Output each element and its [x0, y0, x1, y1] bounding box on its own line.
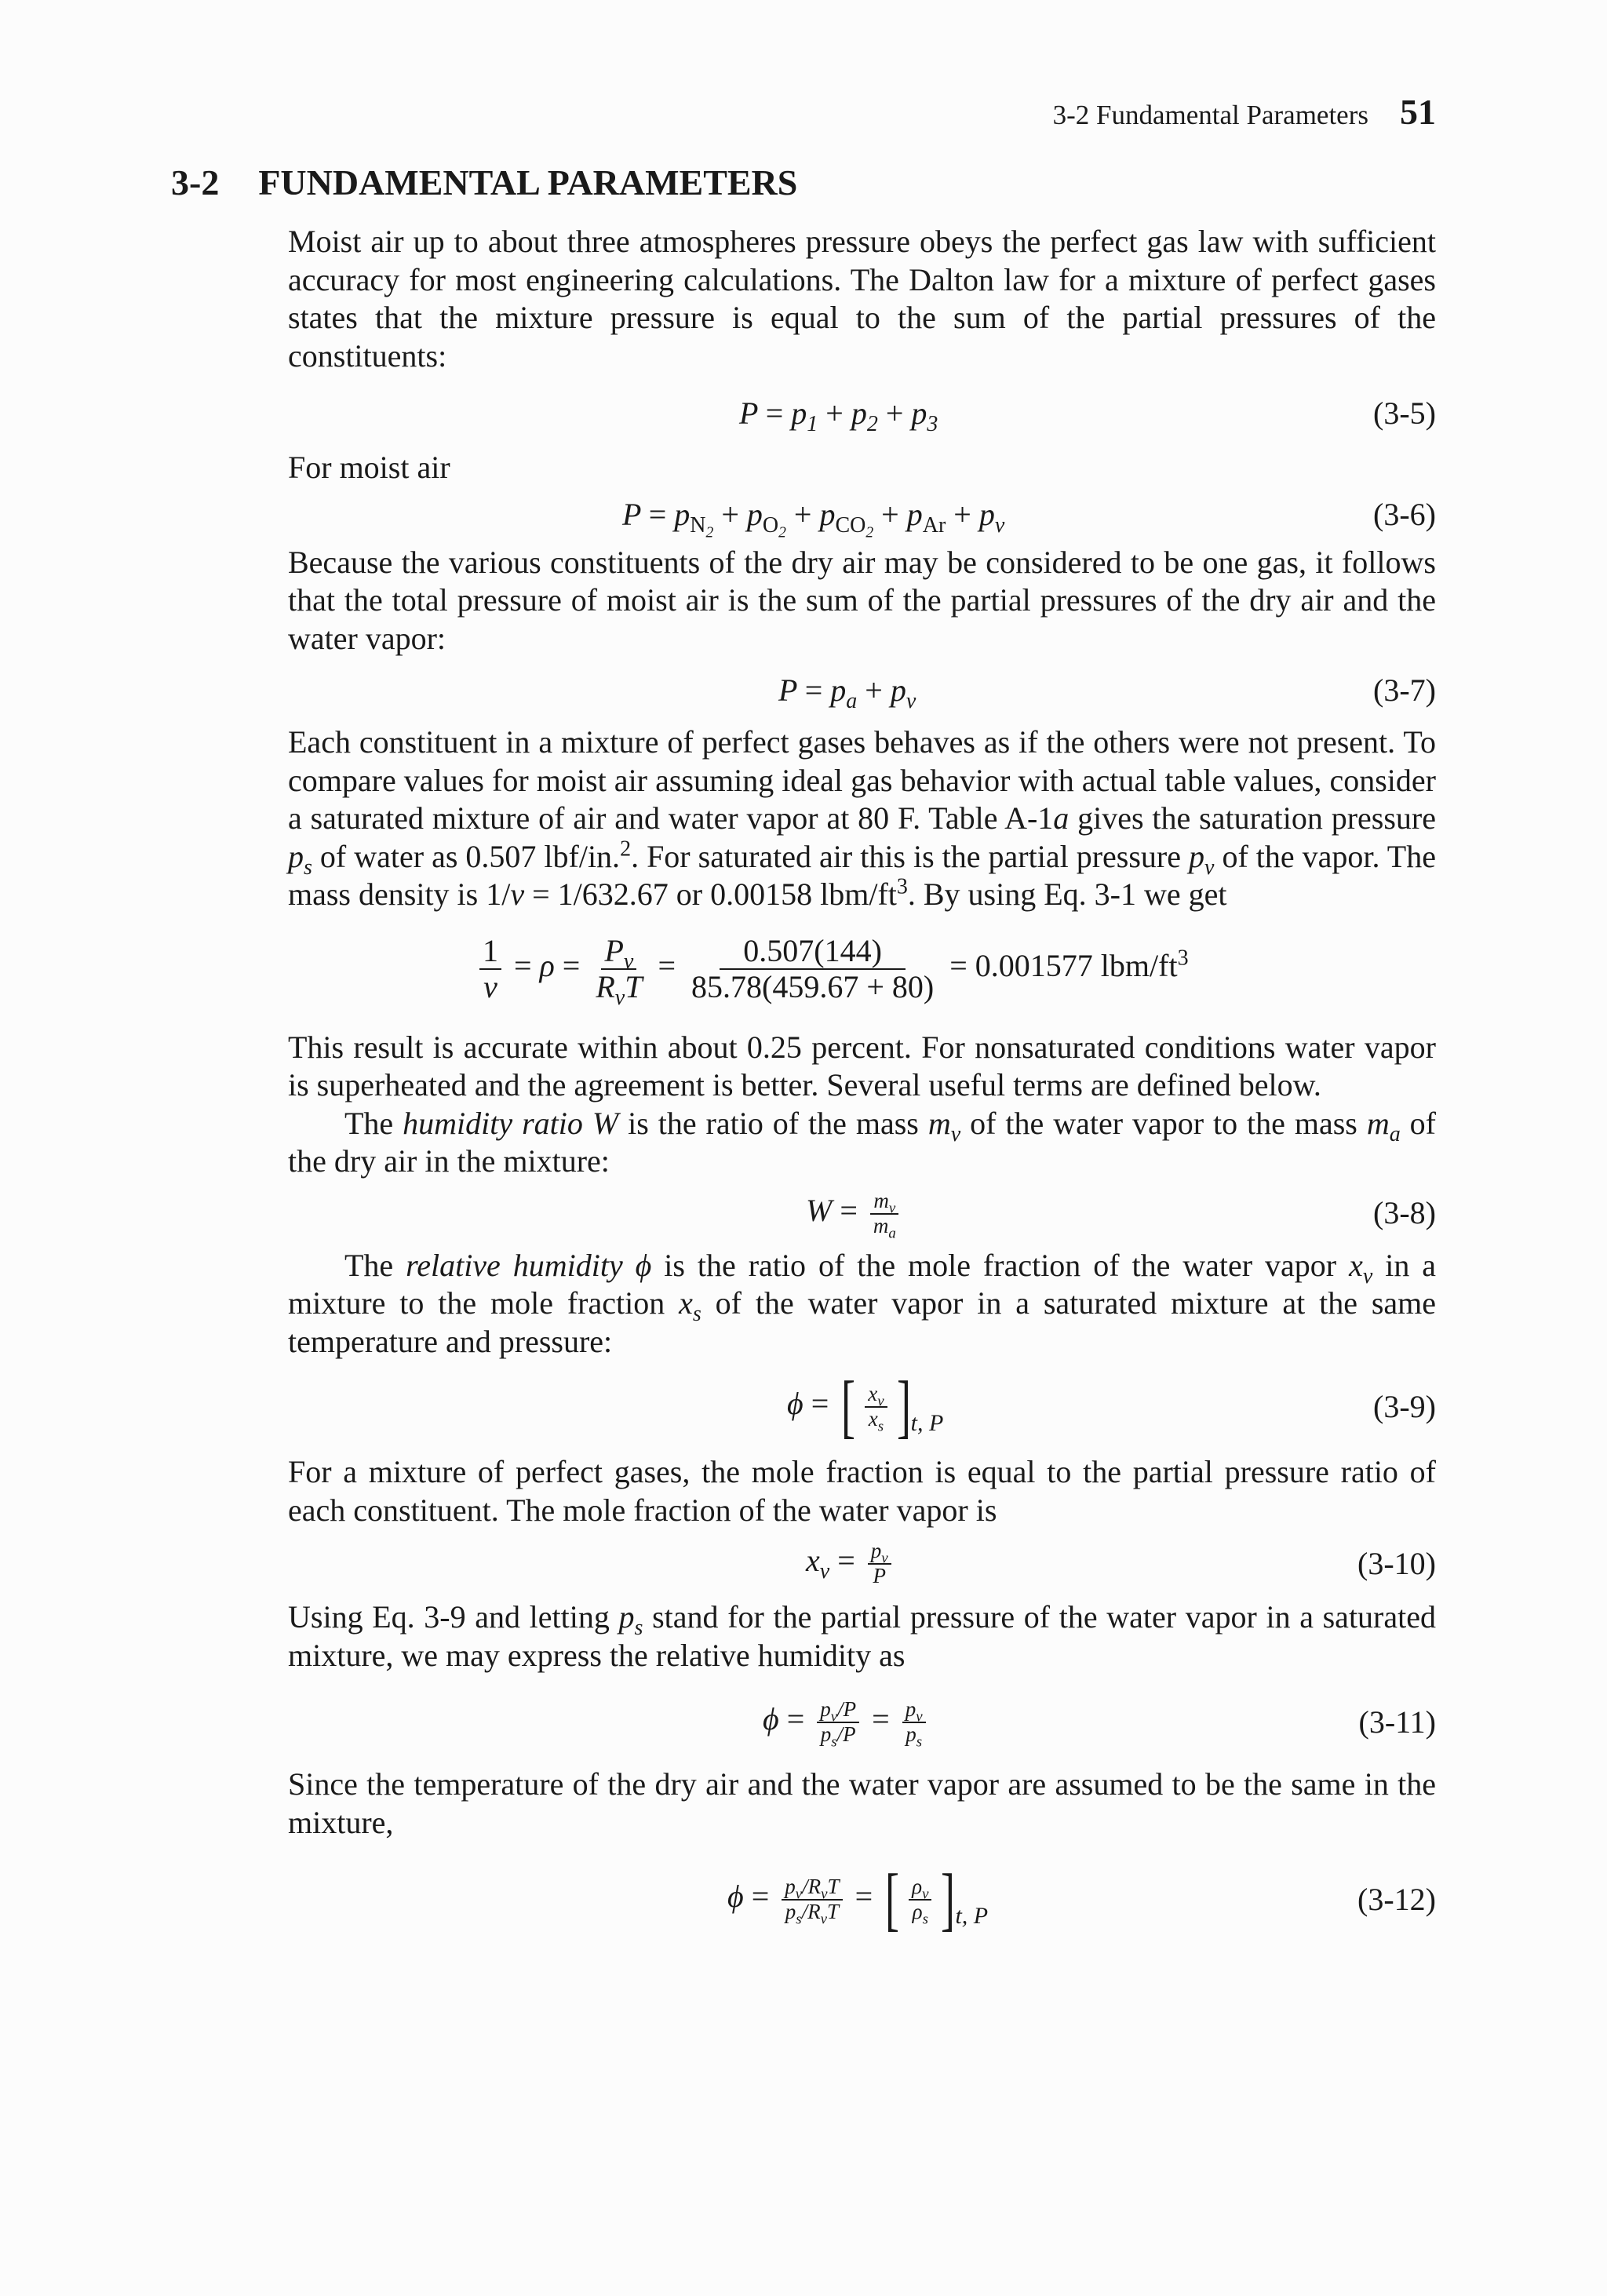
paragraph-saturated-mixture: Each constituent in a mixture of perfect gases behaves as if the others were not present. To compare values for moist air assuming ideal gas behavior with actual table values, consider a saturated mixture of air and water vapor at 80 F. Table A-1a gives the saturation pressure $p_s$ of water as 0.507 lbf/in.$^2$. For saturated air this is the partial pressure $p_v$ of the vapor. The mass density is 1/v = 1/632.67 or 0.00158 lbm/$ft^3$. By using Eq. 3-1 we get: [288, 724, 1436, 912]
equation-body: ϕ = $\frac{p_v/R_vT}{p_s/R_vT}$ = [ $\frac{\rho_v}{\rho_s}$ ] t, P: [727, 1860, 989, 1938]
equation-body: $P = p_{N_2} + p_{O_2} + p_{CO_2} + p_{Ar} + p_v$: [622, 497, 1005, 541]
equation-body: $x_v$ = $\frac{p_v}{P}$: [806, 1540, 896, 1587]
paragraph-accuracy: This result is accurate within about 0.25 percent. For nonsaturated conditions water vapor is superheated and the agreement is better. Several useful terms are defined below.: [288, 1029, 1436, 1102]
paragraph-mole-fraction: For a mixture of perfect gases, the mole fraction is equal to the partial pressure ratio of each constituent. The mole fraction of the water vapor is: [288, 1454, 1436, 1528]
calc-denominator: 85.78(459.67 + 80): [691, 968, 935, 1004]
equation-number: (3-11): [1358, 1704, 1436, 1740]
equation-number: (3-6): [1373, 497, 1436, 533]
equation-3-5: [288, 375, 1436, 444]
paragraph-dalton-law: Moist air up to about three atmospheres pressure obeys the perfect gas law with sufficient accuracy for most engineering calculations. The Dalton law for a mixture of perfect gases states that the mixture pressure is equal to the sum of the partial pressures of the constituents:: [288, 224, 1436, 374]
equation-3-7: [288, 658, 1436, 723]
paragraph-temperature: Since the temperature of the dry air and the water vapor are assumed to be the same in the mixture,: [288, 1766, 1436, 1840]
equation-ideal-gas-density: [288, 919, 1436, 1019]
equation-number: (3-10): [1357, 1545, 1436, 1581]
equation-number: (3-12): [1357, 1881, 1436, 1917]
equation-number: (3-7): [1373, 672, 1436, 708]
equation-body: W = $\frac{m_v}{m_a}$: [806, 1190, 904, 1237]
running-head-title: 3-2 Fundamental Parameters: [1052, 100, 1368, 130]
paragraph-humidity-ratio: The humidity ratio W is the ratio of the mass $m_v$ of the water vapor to the mass $m_a$ of the dry air in the mixture:: [288, 1105, 1436, 1179]
equation-3-8: [288, 1181, 1436, 1247]
equation-number: (3-8): [1373, 1195, 1436, 1231]
equation-body: ϕ = [ $\frac{x_v}{x_s}$ ] t, P: [787, 1368, 944, 1445]
paragraph-moist-air: For moist air: [288, 450, 450, 485]
section-heading: [171, 162, 797, 203]
paragraph-relative-humidity: The relative humidity ϕ is the ratio of the mole fraction of the water vapor $x_v$ in a mixture to the mole fraction $x_s$ of the water vapor in a saturated mixture at the same temperature and pressure:: [288, 1247, 1437, 1359]
calc-numerator: 0.507(144): [720, 934, 906, 970]
equation-body: $\frac{1}{v}$ = ρ = $\frac{P_v}{R_vT}$ = $\frac{0.507(144)}{85.78(459.67 + 80)}$ = 0.001577 lbm/$ft^3$: [475, 934, 1189, 1004]
equation-3-12: [288, 1851, 1436, 1948]
calc-result: = 0.001577 lbm/$ft^3$: [949, 946, 1189, 983]
equation-3-9: [288, 1361, 1436, 1453]
body-text: [288, 223, 1436, 1948]
paragraph-dry-air: Because the various constituents of the dry air may be considered to be one gas, it follows that the total pressure of moist air is the sum of the partial pressures of the dry air and the water vapor:: [288, 544, 1436, 656]
page-number: 51: [1400, 92, 1436, 132]
equation-3-6: [288, 487, 1436, 544]
equation-3-10: [288, 1529, 1436, 1598]
section-title: FUNDAMENTAL PARAMETERS: [258, 162, 798, 202]
paragraph-using-eq-3-9: Using Eq. 3-9 and letting $p_s$ stand for the partial pressure of the water vapor in a saturated mixture, we may express the relative humidity as: [288, 1599, 1436, 1673]
equation-number: (3-5): [1373, 395, 1436, 431]
equation-3-11: [288, 1679, 1436, 1766]
equation-body: $P = p_1 + p_2 + p_3$: [739, 395, 938, 436]
equation-body: ϕ = $\frac{p_v/P}{p_s/P}$ = $\frac{p_v}{p_s}$: [763, 1698, 931, 1746]
equation-body: $P = p_a + p_v$: [778, 672, 916, 713]
running-head: [1006, 91, 1436, 138]
section-number: 3-2: [171, 162, 220, 202]
equation-number: (3-9): [1373, 1388, 1436, 1424]
